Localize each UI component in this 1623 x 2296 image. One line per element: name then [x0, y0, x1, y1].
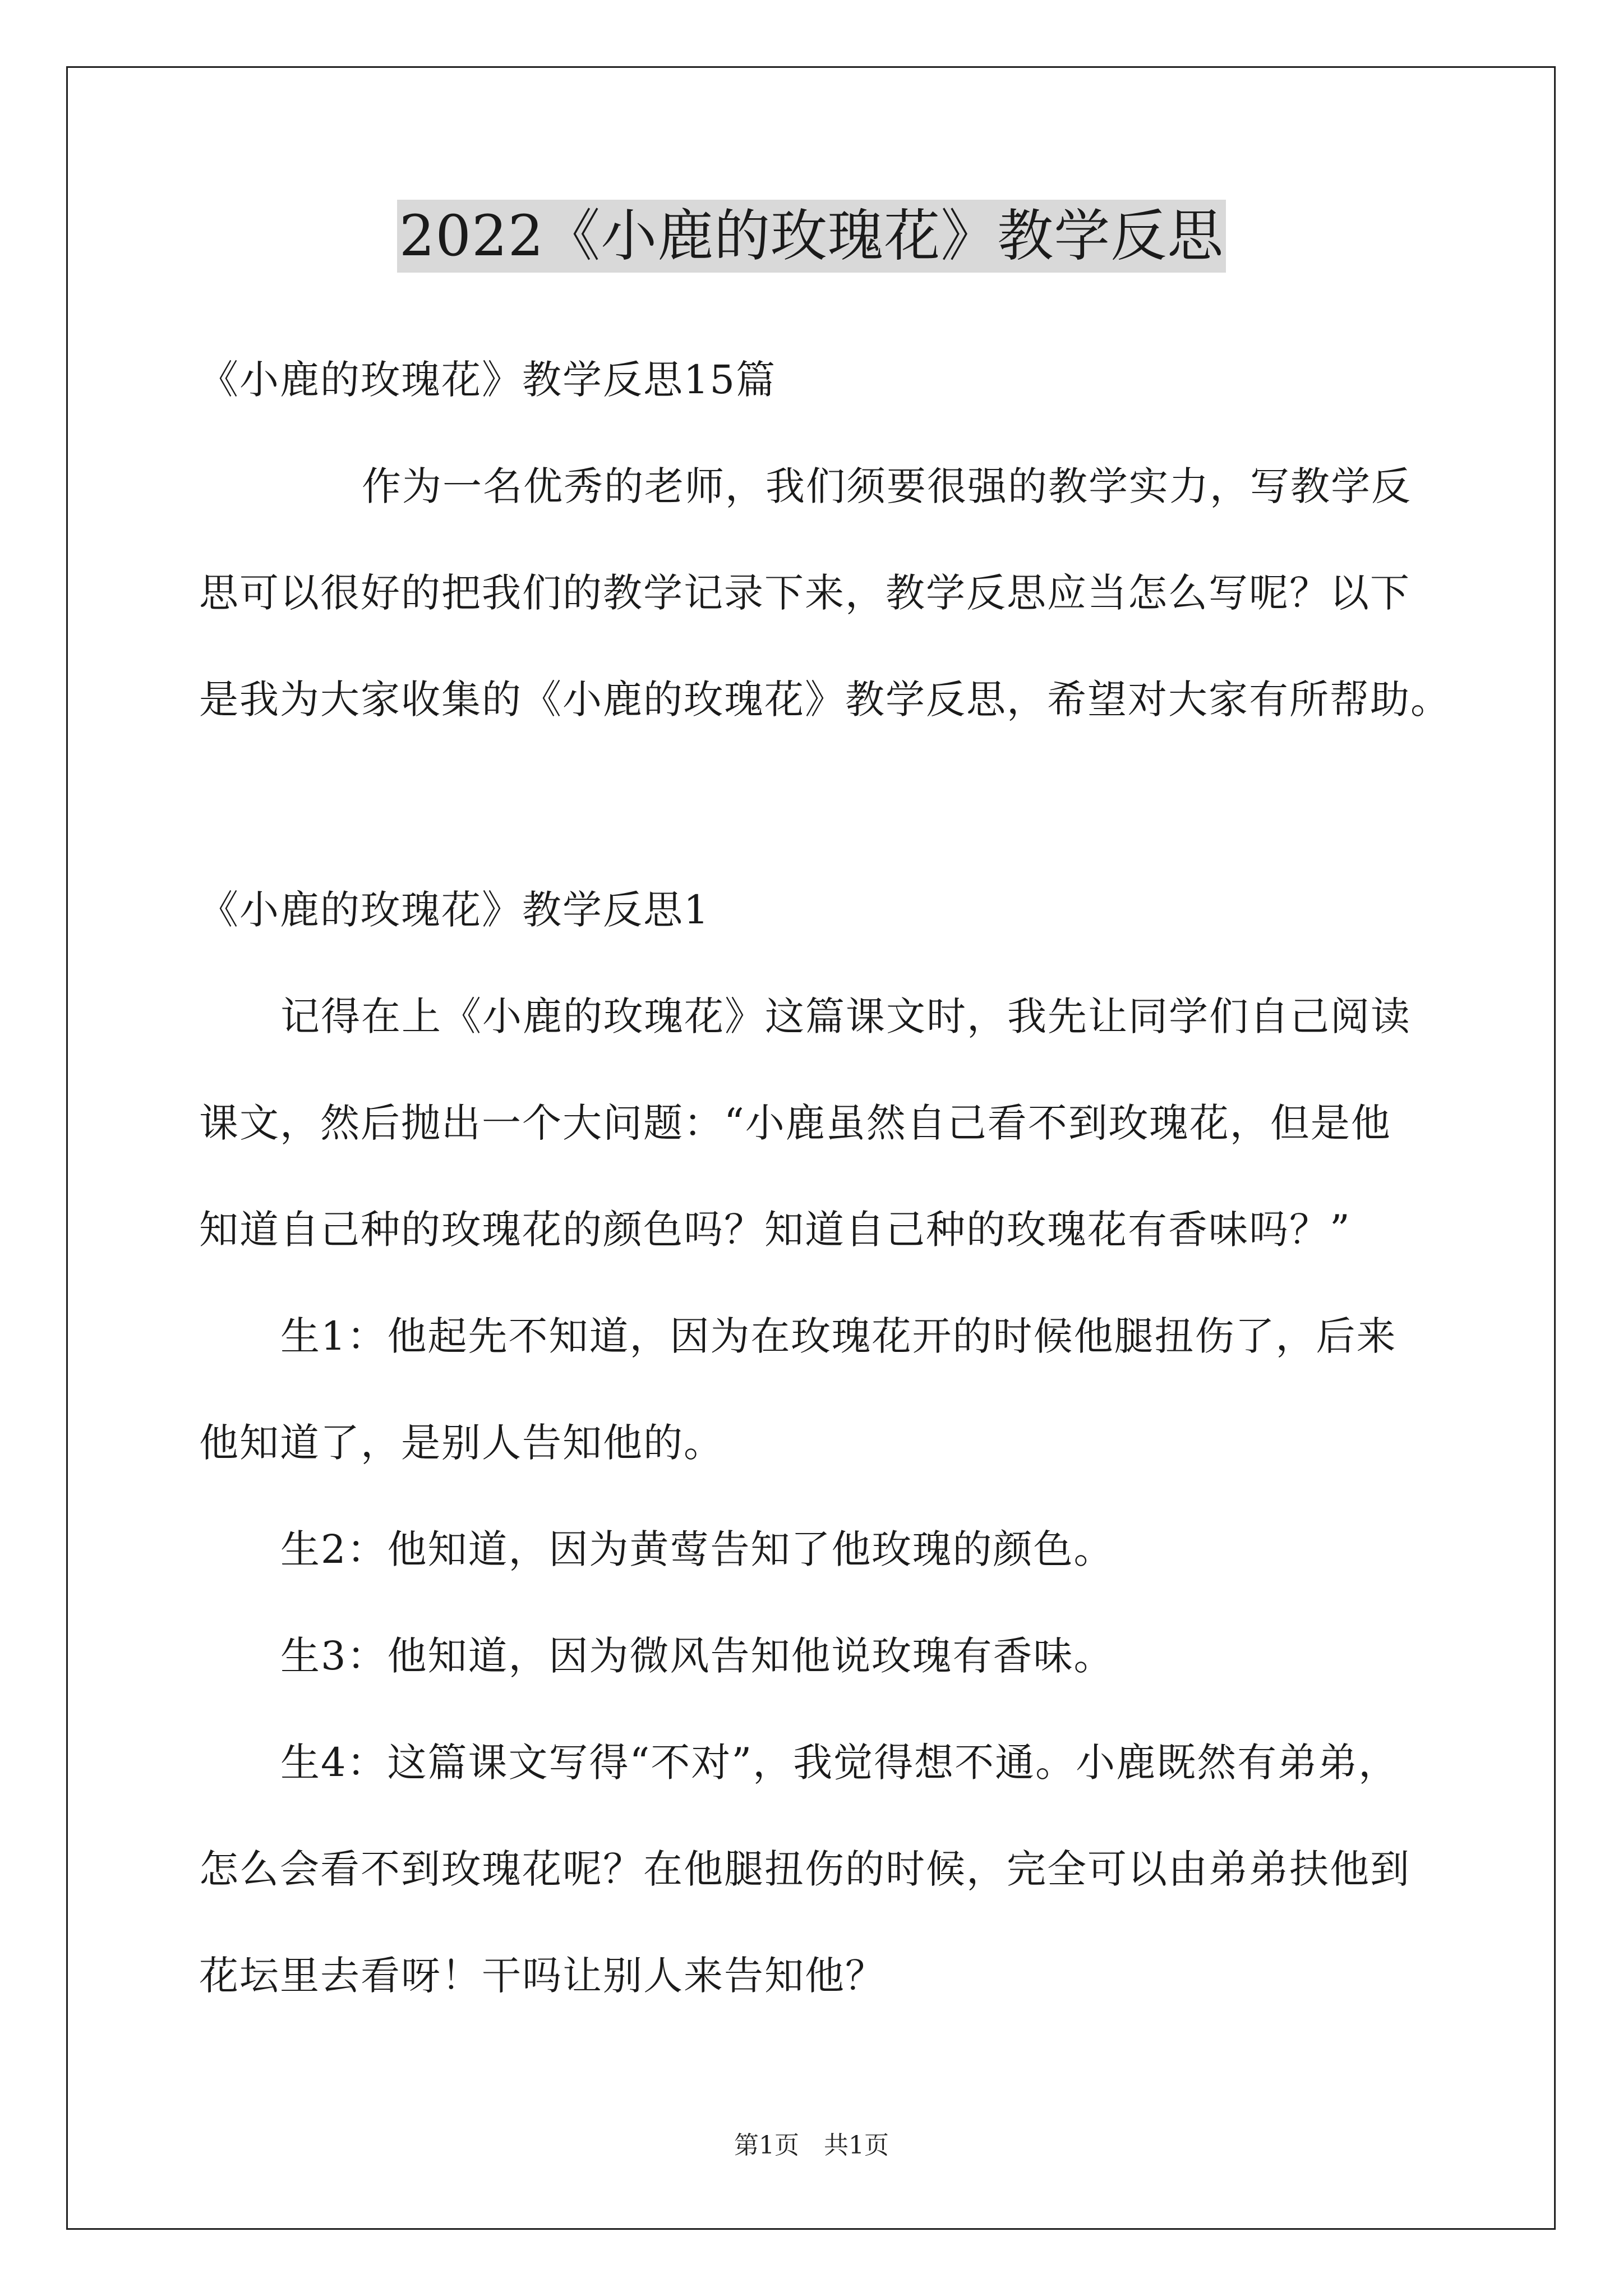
- paragraph-line: 知道自己种的玫瑰花的颜色吗？知道自己种的玫瑰花有香味吗？”: [199, 1207, 1351, 1253]
- document-subtitle: 《小鹿的玫瑰花》教学反思15篇: [199, 357, 777, 403]
- intro-line: 作为一名优秀的老师，我们须要很强的教学实力，写教学反: [362, 463, 1412, 509]
- student-answer-line: 花坛里去看呀！干吗让别人来告知他？: [199, 1953, 886, 1999]
- student-answer-line: 生2：他知道，因为黄莺告知了他玫瑰的颜色。: [280, 1526, 1114, 1572]
- intro-line: 是我为大家收集的《小鹿的玫瑰花》教学反思，希望对大家有所帮助。: [199, 677, 1451, 723]
- paragraph-line: 课文，然后抛出一个大问题：“小鹿虽然自己看不到玫瑰花，但是他: [199, 1100, 1391, 1146]
- student-answer-line: 生3：他知道，因为微风告知他说玫瑰有香味。: [280, 1633, 1114, 1679]
- page-footer: 第1页 共1页: [734, 2131, 889, 2160]
- intro-line: 思可以很好的把我们的教学记录下来，教学反思应当怎么写呢？以下: [199, 570, 1410, 616]
- title-container: [0, 200, 1623, 273]
- student-answer-line: 怎么会看不到玫瑰花呢？在他腿扭伤的时候，完全可以由弟弟扶他到: [199, 1846, 1410, 1892]
- document-title: 2022《小鹿的玫瑰花》教学反思: [397, 200, 1227, 273]
- student-answer-line: 他知道了，是别人告知他的。: [199, 1420, 724, 1466]
- section-heading: 《小鹿的玫瑰花》教学反思1: [199, 887, 710, 933]
- student-answer-line: 生1：他起先不知道，因为在玫瑰花开的时候他腿扭伤了，后来: [280, 1313, 1397, 1359]
- student-answer-line: 生4：这篇课文写得“不对”，我觉得想不通。小鹿既然有弟弟，: [280, 1740, 1399, 1786]
- paragraph-line: 记得在上《小鹿的玫瑰花》这篇课文时，我先让同学们自己阅读: [280, 993, 1411, 1039]
